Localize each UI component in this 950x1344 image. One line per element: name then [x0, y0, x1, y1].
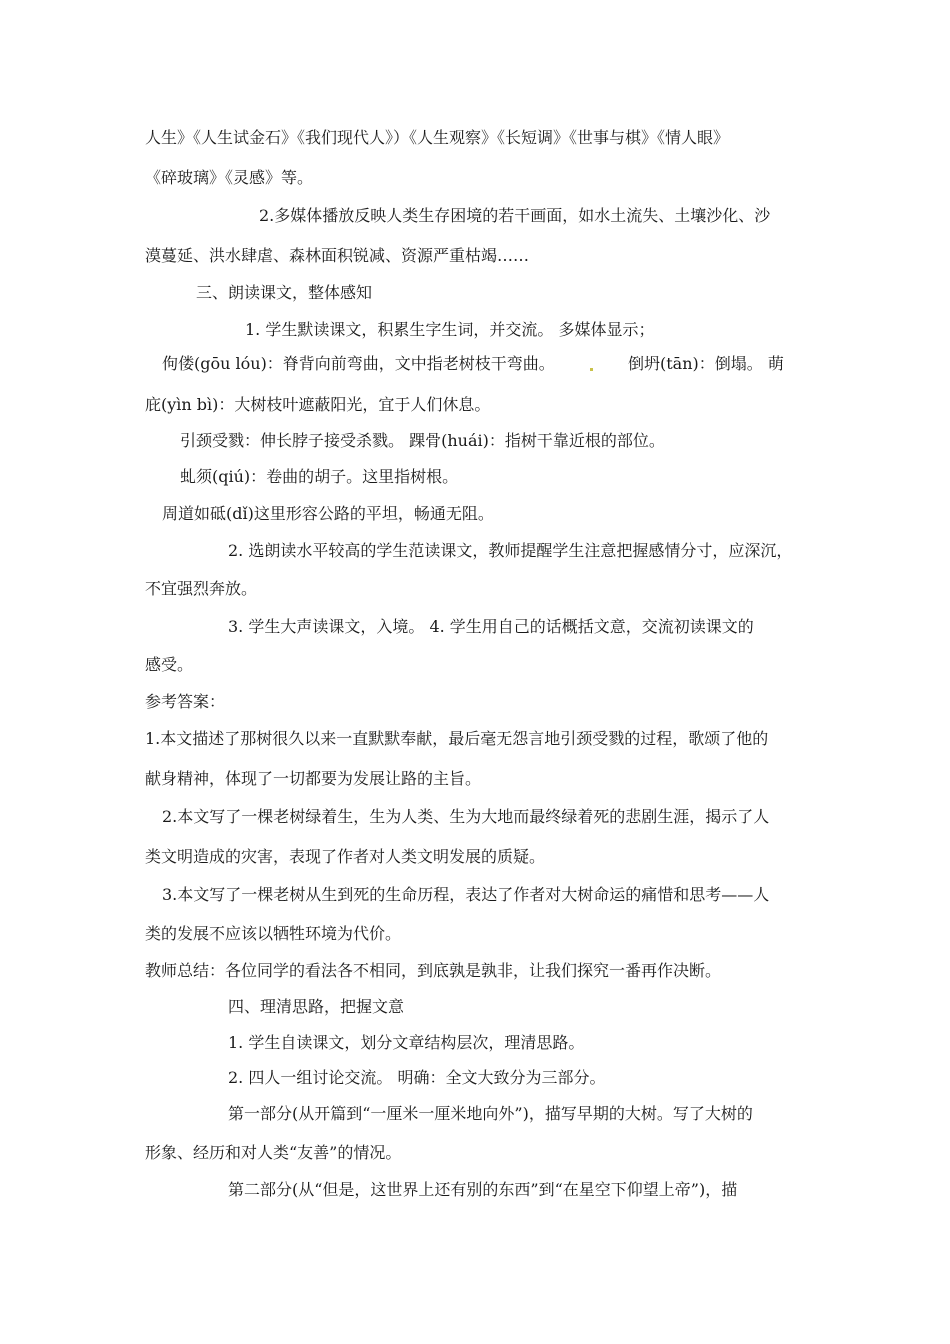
text-line: 形象、经历和对人类“友善”的情况。 — [145, 1143, 402, 1162]
text-line: 3. 学生大声读课文，入境。 4. 学生用自己的话概括文意，交流初读课文的 — [228, 617, 754, 636]
text-line: 2.本文写了一棵老树绿着生，生为人类、生为大地而最终绿着死的悲剧生涯，揭示了人 — [162, 807, 770, 826]
text-line: 类文明造成的灾害，表现了作者对人类文明发展的质疑。 — [145, 847, 546, 866]
text-line: 倒坍(tān)：倒塌。 萌 — [628, 354, 784, 373]
text-line: 2. 选朗读水平较高的学生范读课文，教师提醒学生注意把握感情分寸，应深沉， — [228, 541, 793, 560]
text-line: 1. 学生自读课文，划分文章结构层次，理清思路。 — [228, 1033, 585, 1052]
text-line: 3.本文写了一棵老树从生到死的生命历程，表达了作者对大树命运的痛惜和思考——人 — [162, 885, 770, 904]
text-line: 教师总结：各位同学的看法各不相同，到底孰是孰非，让我们探究一番再作决断。 — [145, 961, 722, 980]
text-line: 第一部分(从开篇到“一厘米一厘米地向外”)，描写早期的大树。写了大树的 — [228, 1104, 753, 1123]
section-heading: 四、理清思路，把握文意 — [228, 997, 405, 1016]
text-line: 漠蔓延、洪水肆虐、森林面积锐减、资源严重枯竭…… — [145, 246, 530, 265]
text-line: 2.多媒体播放反映人类生存困境的若干画面，如水土流失、土壤沙化、沙 — [259, 206, 771, 225]
text-line: 佝偻(gōu lóu)：脊背向前弯曲，文中指老树枝干弯曲。 — [162, 354, 555, 373]
text-line: 周道如砥(dǐ)这里形容公路的平坦，畅通无阻。 — [162, 504, 494, 523]
text-line: 《碎玻璃》《灵感》等。 — [145, 168, 314, 187]
text-line: 2. 四人一组讨论交流。 明确：全文大致分为三部分。 — [228, 1068, 606, 1087]
text-line: 类的发展不应该以牺牲环境为代价。 — [145, 924, 402, 943]
text-line: 献身精神，体现了一切都要为发展让路的主旨。 — [145, 769, 482, 788]
text-line: 感受。 — [145, 655, 194, 674]
text-line: 庇(yìn bì)：大树枝叶遮蔽阳光，宜于人们休息。 — [145, 395, 491, 414]
stray-mark — [590, 368, 593, 371]
text-line: 参考答案： — [145, 692, 226, 711]
text-line: 虬须(qiú)：卷曲的胡子。这里指树根。 — [180, 467, 459, 486]
text-line: 引颈受戮：伸长脖子接受杀戮。 踝骨(huái)：指树干靠近根的部位。 — [180, 431, 665, 450]
text-line: 1.本文描述了那树很久以来一直默默奉献，最后毫无怨言地引颈受戮的过程，歌颂了他的 — [145, 729, 769, 748]
text-line: 人生》《人生试金石》《我们现代人》）《人生观察》《长短调》《世事与棋》《情人眼》 — [145, 128, 730, 147]
text-line: 第二部分(从“但是，这世界上还有别的东西”到“在星空下仰望上帝”)，描 — [228, 1180, 738, 1199]
text-line: 1. 学生默读课文，积累生字生词，并交流。 多媒体显示； — [245, 320, 655, 339]
section-heading: 三、朗读课文，整体感知 — [196, 283, 373, 302]
text-line: 不宜强烈奔放。 — [145, 579, 258, 598]
